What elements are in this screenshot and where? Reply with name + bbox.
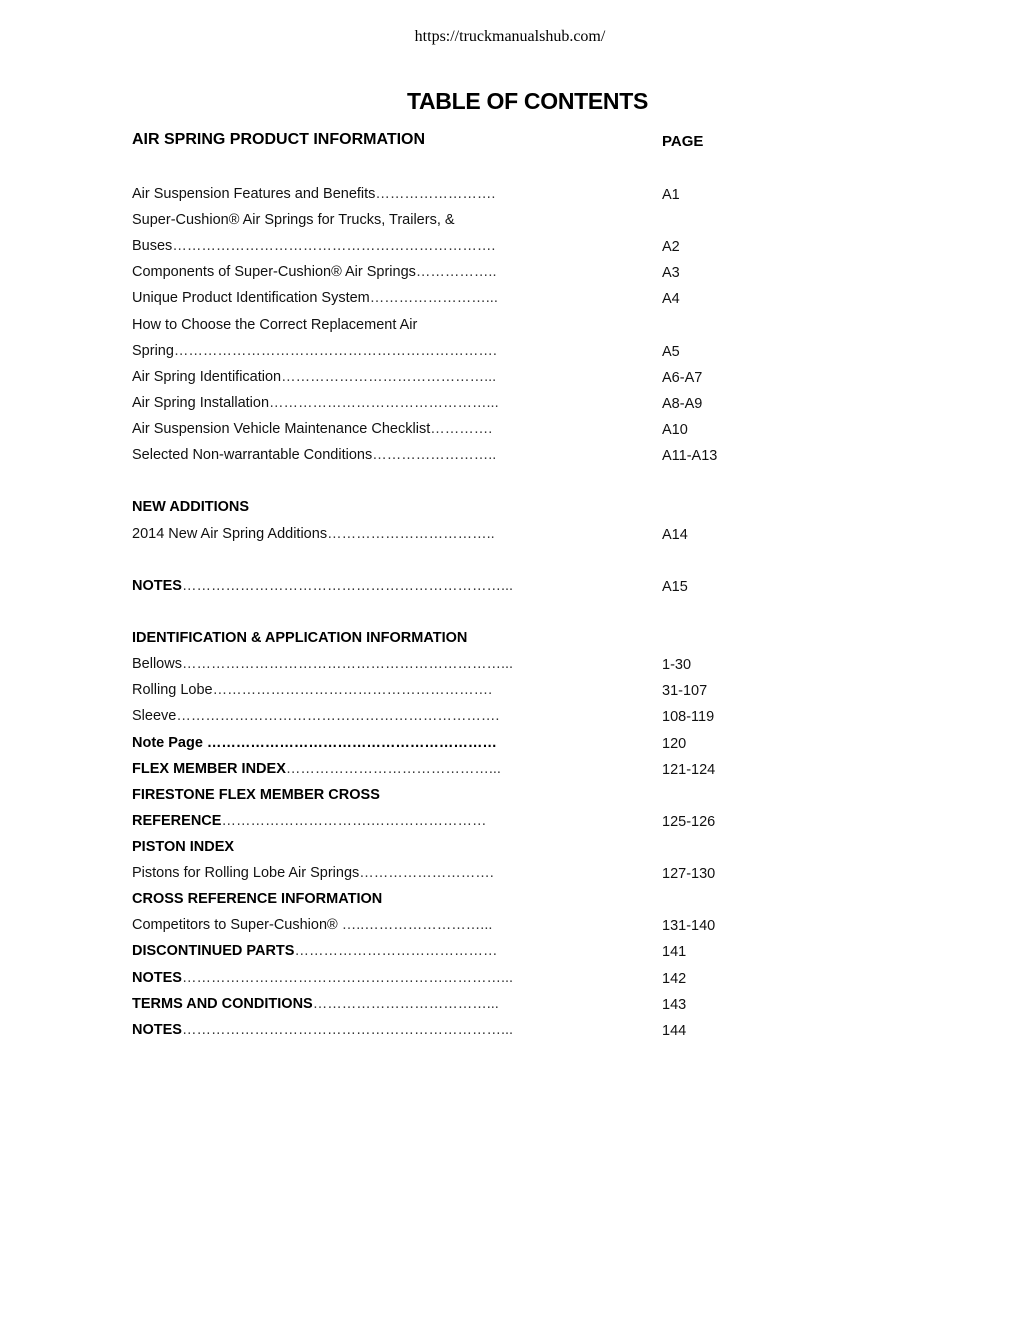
toc-entry bbox=[132, 574, 912, 598]
toc-entry bbox=[132, 992, 912, 1016]
toc-entry-leader: …………………………………………………………. bbox=[176, 708, 500, 724]
toc-entry bbox=[132, 887, 912, 911]
toc-entry-label: Air Suspension Features and Benefits bbox=[132, 186, 376, 202]
toc-entry-label: TERMS AND CONDITIONS bbox=[132, 996, 313, 1012]
toc-entry-leader: ………………………….…………………… bbox=[221, 813, 487, 829]
toc-entry bbox=[132, 913, 912, 937]
toc-entry-leader: …………….. bbox=[415, 264, 497, 280]
toc-entry-page: 131-140 bbox=[662, 918, 716, 934]
toc-section-heading bbox=[132, 495, 912, 519]
toc-entry-label: Super-Cushion® Air Springs for Trucks, Trailers, & bbox=[132, 212, 455, 228]
toc-entry-label: Buses bbox=[132, 238, 173, 254]
toc-entry-label: NOTES bbox=[132, 1022, 182, 1038]
toc-entry-page: 1-30 bbox=[662, 657, 692, 673]
toc-entry-page: A10 bbox=[662, 422, 688, 438]
toc-entry-leader: ……………………. bbox=[375, 186, 496, 202]
toc-entry-page: 143 bbox=[662, 997, 687, 1013]
toc-entry bbox=[132, 313, 912, 337]
toc-entry bbox=[132, 809, 912, 833]
toc-entry-label: NOTES bbox=[132, 970, 182, 986]
toc-entry-label: Competitors to Super-Cushion® bbox=[132, 917, 338, 933]
toc-entry-label: FLEX MEMBER INDEX bbox=[132, 761, 286, 777]
toc-entry bbox=[132, 365, 912, 389]
toc-entry bbox=[132, 339, 912, 363]
toc-entry-page: A11-A13 bbox=[662, 448, 718, 464]
toc-entry-label: Components of Super-Cushion® Air Springs bbox=[132, 264, 416, 280]
toc-entry-label: Note Page …………………………………………………… bbox=[132, 735, 497, 751]
toc-entry-leader: …………………………………………………………. bbox=[173, 343, 497, 359]
header-url: https://truckmanualshub.com/ bbox=[414, 28, 606, 45]
toc-entry-page: 127-130 bbox=[662, 866, 716, 882]
toc-entry bbox=[132, 417, 912, 441]
toc-entry-page: A1 bbox=[662, 187, 680, 203]
toc-entry bbox=[132, 652, 912, 676]
toc-entry bbox=[132, 835, 912, 859]
toc-entry-page: 120 bbox=[662, 736, 687, 752]
toc-entry bbox=[132, 966, 912, 990]
toc-entry bbox=[132, 286, 912, 310]
toc-entry bbox=[132, 939, 912, 963]
toc-entry-page: A4 bbox=[662, 291, 680, 307]
toc-entry-leader: ………………………………... bbox=[312, 996, 499, 1012]
toc-entry-leader: ……………………………………... bbox=[281, 369, 497, 385]
toc-entry bbox=[132, 678, 912, 702]
toc-entry-page: A3 bbox=[662, 265, 680, 281]
toc-entry-label: DISCONTINUED PARTS bbox=[132, 943, 295, 959]
page-column-heading: PAGE bbox=[662, 133, 704, 150]
toc-entry-label: FIRESTONE FLEX MEMBER CROSS bbox=[132, 787, 380, 803]
toc-entry-leader: …………………………………… bbox=[294, 943, 498, 959]
toc-entry-label: CROSS REFERENCE INFORMATION bbox=[132, 891, 383, 907]
toc-entry-label: 2014 New Air Spring Additions bbox=[132, 526, 328, 542]
toc-entry-label: Air Spring Identification bbox=[132, 369, 282, 385]
section-heading: AIR SPRING PRODUCT INFORMATION bbox=[132, 131, 426, 148]
toc-entry-label: IDENTIFICATION & APPLICATION INFORMATION bbox=[132, 630, 468, 646]
toc-entry bbox=[132, 783, 912, 807]
toc-entry-page: A8-A9 bbox=[662, 396, 703, 412]
toc-entry-leader: …………………………….. bbox=[327, 526, 495, 542]
toc-entry bbox=[132, 861, 912, 885]
toc-entry-page: 121-124 bbox=[662, 762, 716, 778]
toc-entry-label: Air Spring Installation bbox=[132, 395, 270, 411]
toc-entry-label: NEW ADDITIONS bbox=[132, 499, 250, 515]
toc-entry-label: Sleeve bbox=[132, 708, 177, 724]
toc-entry bbox=[132, 1018, 912, 1042]
toc-entry bbox=[132, 522, 912, 546]
toc-entry bbox=[132, 731, 912, 755]
toc-entry-leader: …………………………………………………………... bbox=[181, 656, 514, 672]
toc-entry bbox=[132, 391, 912, 415]
toc-entry bbox=[132, 443, 912, 467]
toc-entry-page: 31-107 bbox=[662, 683, 708, 699]
toc-section-heading bbox=[132, 626, 912, 650]
toc-entry-leader: …………………………………………………………... bbox=[181, 1022, 514, 1038]
toc-entry-label: Selected Non-warrantable Conditions bbox=[132, 447, 373, 463]
page-title: TABLE OF CONTENTS bbox=[406, 88, 649, 114]
toc-entry-label: PISTON INDEX bbox=[132, 839, 235, 855]
toc-entry-label: Rolling Lobe bbox=[132, 682, 213, 698]
toc-entry-leader: ………………………………………... bbox=[269, 395, 499, 411]
toc-entry-page: 141 bbox=[662, 944, 687, 960]
toc-entry-label: Bellows bbox=[132, 656, 182, 672]
toc-entry-leader: …………. bbox=[430, 421, 493, 437]
toc-entry-leader: ……………………... bbox=[369, 290, 498, 306]
toc-entry-leader: …..……………………... bbox=[337, 917, 493, 933]
toc-entry-page: A6-A7 bbox=[662, 370, 703, 386]
toc-entry-leader: …………………………………………………………. bbox=[172, 238, 496, 254]
toc-entry-page: A2 bbox=[662, 239, 680, 255]
toc-entry-page: A14 bbox=[662, 527, 688, 543]
toc-entry-leader: …………………………………………………. bbox=[212, 682, 493, 698]
toc-entry-leader: …………………………………………………………... bbox=[181, 578, 514, 594]
toc-entry bbox=[132, 182, 912, 206]
toc-entry-leader: ……………………………………... bbox=[285, 761, 501, 777]
toc-entry-label: Pistons for Rolling Lobe Air Springs bbox=[132, 865, 360, 881]
toc-entry-leader: …………………………………………………………... bbox=[181, 970, 514, 986]
toc-entry-page: 125-126 bbox=[662, 814, 716, 830]
toc-entry bbox=[132, 260, 912, 284]
toc-entry-leader: ………………………. bbox=[359, 865, 494, 881]
toc-entry-label: REFERENCE bbox=[132, 813, 222, 829]
toc-entry-leader: …………………….. bbox=[372, 447, 497, 463]
toc-entry bbox=[132, 757, 912, 781]
toc-entry-label: Air Suspension Vehicle Maintenance Checklist bbox=[132, 421, 431, 437]
toc-entry-label: Unique Product Identification System bbox=[132, 290, 370, 306]
toc-entry bbox=[132, 704, 912, 728]
toc-entry bbox=[132, 208, 912, 232]
toc-entry-label: NOTES bbox=[132, 578, 182, 594]
toc-entry-page: 142 bbox=[662, 971, 687, 987]
toc-entry-page: A5 bbox=[662, 344, 680, 360]
toc-entry-label: Spring bbox=[132, 343, 174, 359]
toc-entry-page: 144 bbox=[662, 1023, 687, 1039]
toc-entry bbox=[132, 234, 912, 258]
toc-entry-label: How to Choose the Correct Replacement Air bbox=[132, 317, 418, 333]
toc-entry-page: A15 bbox=[662, 579, 688, 595]
toc-entry-page: 108-119 bbox=[662, 709, 715, 725]
